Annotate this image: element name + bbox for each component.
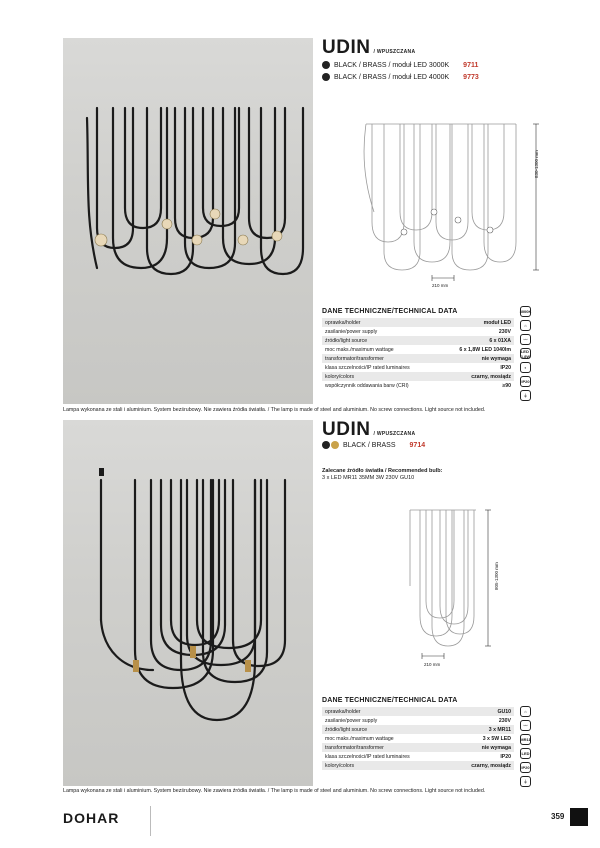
- product1-spec-title: DANE TECHNICZNE/TECHNICAL DATA: [322, 308, 458, 315]
- brand-logo: DOHAR: [63, 810, 120, 826]
- product2-recommended-bulb: Zalecane źródło światła / Recommended bulb: 3 x LED MR11 35MM 3W 230V GU10: [322, 468, 443, 481]
- ground-icon: ⏚: [520, 776, 531, 787]
- product1-width-dimension: 210 mm: [432, 283, 449, 288]
- black-swatch-icon: [322, 73, 330, 81]
- spec-row: zasilanie/power supply 230V: [325, 328, 511, 335]
- spec-row: klasa szczelności/IP rated luminaires IP20: [325, 753, 511, 760]
- spec-row: źródło/light source 6 x 01XA: [322, 336, 514, 345]
- spec-row: źródło/light source 3 x MR11: [322, 725, 514, 734]
- product1-variants: [322, 60, 479, 82]
- product2-title: UDIN: [322, 419, 371, 440]
- dimmable-icon: ◐: [520, 362, 531, 373]
- power-icon: 〰: [520, 720, 531, 731]
- bulb-type-icon: MR11: [520, 734, 531, 745]
- black-swatch-icon: [322, 441, 330, 449]
- spec-row: oprawka/holder moduł LED: [322, 318, 514, 327]
- product1-spec-table: [322, 318, 514, 390]
- spec-row: transformator/transformer nie wymaga: [322, 743, 514, 752]
- ip-rating-icon: IP20: [520, 762, 531, 773]
- product-code: 9711: [463, 61, 479, 69]
- spec-row: klasa szczelności/IP rated luminaires IP20: [325, 364, 511, 371]
- product1-note: Lampa wykonana ze stali i aluminium. System bezśrubowy. Nie zawiera źródła światła. / The lamp is made of steel and aluminium. No screw connections. Light source not included.: [63, 407, 486, 413]
- variant-row: BLACK / BRASS 9714: [322, 440, 425, 450]
- product1-icons: [520, 306, 531, 401]
- pendant-lamp-illustration: [63, 38, 313, 404]
- led-power-icon: LED 1.8W: [520, 348, 531, 359]
- variant-row: BLACK / BRASS / moduł LED 3000K 9711: [322, 60, 479, 70]
- product2-height-dimension: 805-1300 mm: [494, 562, 499, 590]
- product2-spec-table: [322, 707, 514, 770]
- product1-header: [322, 38, 415, 58]
- footer-divider: [150, 806, 151, 836]
- ground-icon: ⏚: [520, 390, 531, 401]
- product1-technical-drawing: [352, 112, 548, 292]
- product2-type: / WPUSZCZANA: [373, 431, 416, 437]
- brass-swatch-icon: [331, 441, 339, 449]
- pendant-lamp-illustration: [63, 420, 313, 786]
- spec-row: moc maks./maximum wattage 3 x 5W LED: [325, 735, 511, 742]
- product2-note: Lampa wykonana ze stali i aluminium. System bezśrubowy. Nie zawiera źródła światła. / The lamp is made of steel and aluminium. No screw connections. Light source not included.: [63, 788, 486, 794]
- holder-icon: ⌂: [520, 706, 531, 717]
- holder-icon: ⌂: [520, 320, 531, 331]
- page-number: 359: [551, 812, 565, 821]
- page-marker: [570, 808, 588, 826]
- product1-title: UDIN: [322, 37, 371, 58]
- temperature-icon: 3000K: [520, 306, 531, 317]
- product2-width-dimension: 210 mm: [424, 662, 441, 667]
- product1-photo: [63, 38, 313, 404]
- power-icon: 〰: [520, 334, 531, 345]
- spec-row: oprawka/holder GU10: [322, 707, 514, 716]
- product-code: 9714: [409, 441, 426, 449]
- product2-spec-title: DANE TECHNICZNE/TECHNICAL DATA: [322, 697, 458, 704]
- ip-rating-icon: IP20: [520, 376, 531, 387]
- product2-icons: [520, 706, 531, 787]
- spec-row: kolory/colors czarny, mosiądz: [322, 761, 514, 770]
- product2-photo: [63, 420, 313, 786]
- led-icon: LED: [520, 748, 531, 759]
- spec-row: moc maks./maximum wattage 6 x 1,8W LED 1040lm: [325, 346, 511, 353]
- product1-type: / WPUSZCZANA: [373, 49, 416, 55]
- spec-row: kolory/colors czarny, mosiądz: [322, 372, 514, 381]
- product1-height-dimension: 830-1300 mm: [534, 150, 539, 178]
- product-code: 9773: [463, 73, 479, 81]
- product2-variants: [322, 440, 425, 450]
- spec-row: transformator/transformer nie wymaga: [322, 354, 514, 363]
- black-swatch-icon: [322, 61, 330, 69]
- spec-row: zasilanie/power supply 230V: [325, 717, 511, 724]
- spec-row: współczynnik oddawania barw (CRI) ≥90: [325, 382, 511, 389]
- product2-header: [322, 420, 415, 440]
- variant-row: BLACK / BRASS / moduł LED 4000K 9773: [322, 72, 479, 82]
